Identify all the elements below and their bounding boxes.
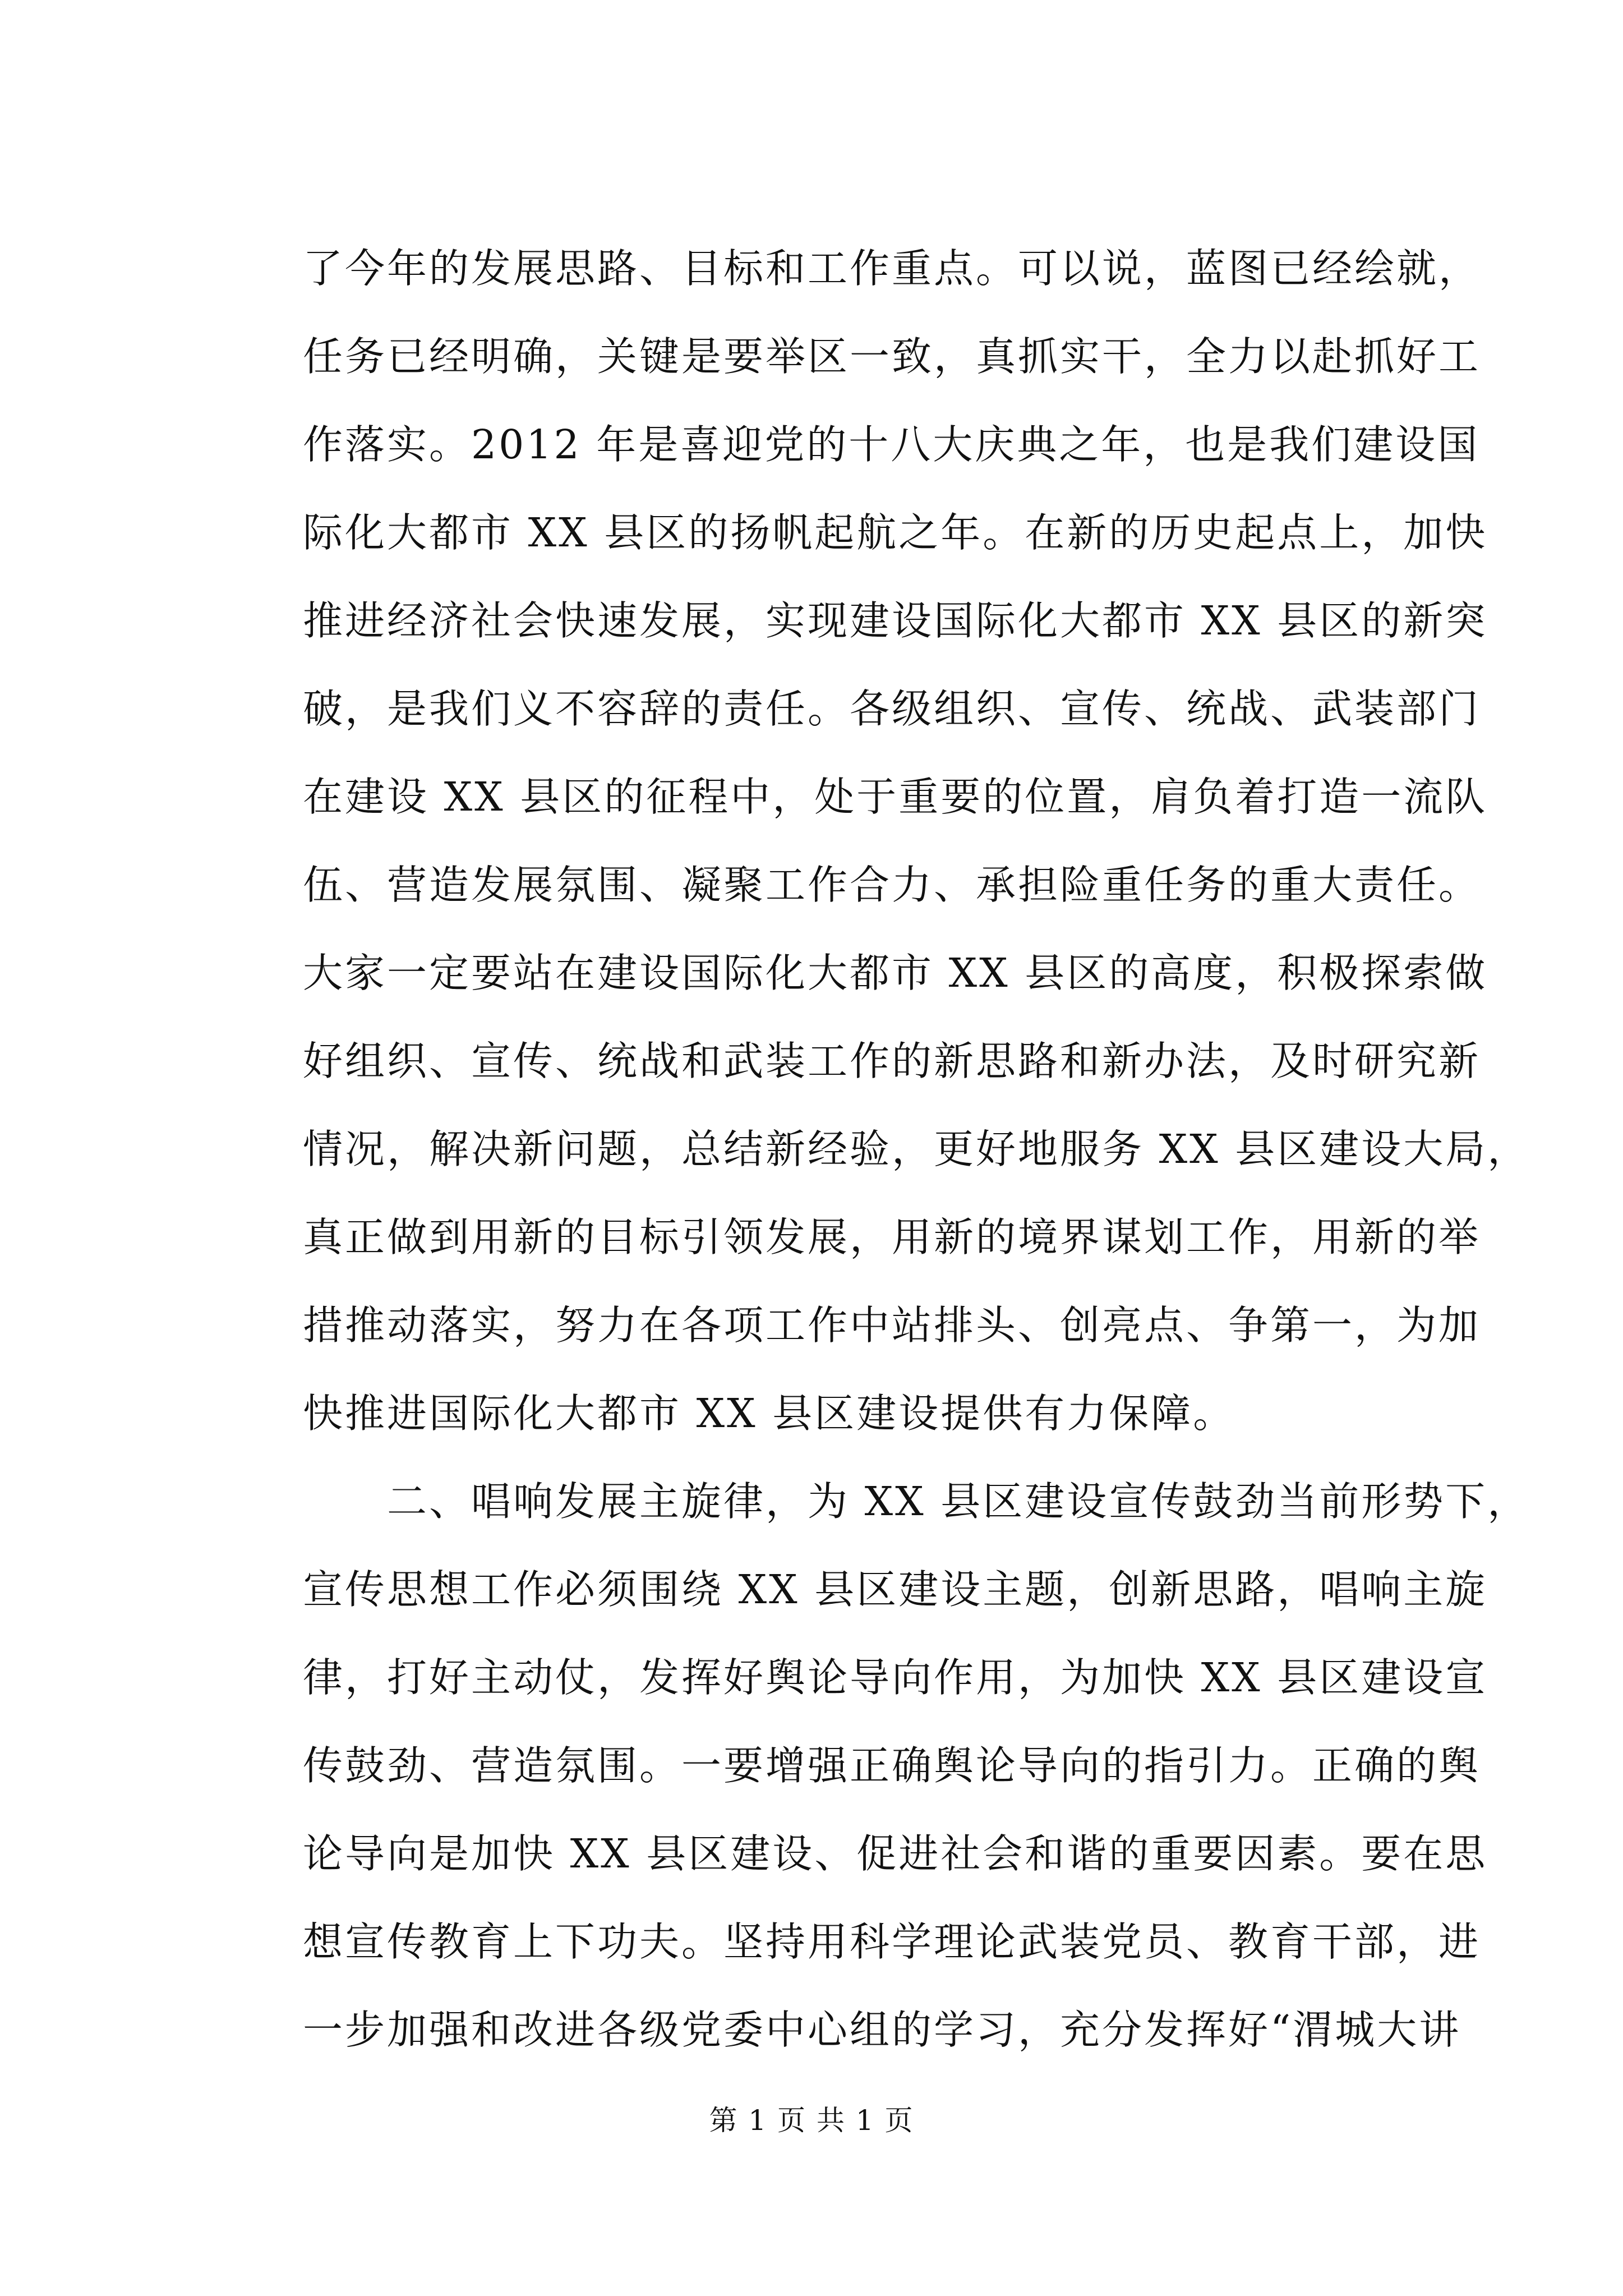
text-line: 律，打好主动仗，发挥好舆论导向作用，为加快 XX 县区建设宣 bbox=[303, 1654, 1488, 1701]
text-line: 真正做到用新的目标引领发展，用新的境界谋划工作，用新的举 bbox=[303, 1214, 1481, 1260]
text-line: 在建设 XX 县区的征程中，处于重要的位置，肩负着打造一流队 bbox=[303, 774, 1488, 820]
page-number-label: 第 1 页 共 1 页 bbox=[709, 2104, 914, 2137]
text-line: 一步加强和改进各级党委中心组的学习，充分发挥好“渭城大讲 bbox=[303, 2007, 1461, 2053]
text-line: 推进经济社会快速发展，实现建设国际化大都市 XX 县区的新突 bbox=[303, 597, 1488, 644]
text-line: 破，是我们义不容辞的责任。各级组织、宣传、统战、武装部门 bbox=[303, 685, 1481, 732]
text-line: 了今年的发展思路、目标和工作重点。可以说，蓝图已经绘就， bbox=[303, 245, 1481, 292]
text-line: 措推动落实，努力在各项工作中站排头、创亮点、争第一，为加 bbox=[303, 1302, 1481, 1349]
document-body bbox=[303, 224, 1530, 2074]
text-line: 想宣传教育上下功夫。坚持用科学理论武装党员、教育干部，进 bbox=[303, 1918, 1481, 1965]
text-line: 作落实。2012 年是喜迎党的十八大庆典之年，也是我们建设国 bbox=[303, 421, 1480, 468]
text-line: 际化大都市 XX 县区的扬帆起航之年。在新的历史起点上，加快 bbox=[303, 509, 1488, 556]
text-line: 伍、营造发展氛围、凝聚工作合力、承担险重任务的重大责任。 bbox=[303, 862, 1481, 908]
text-line: 快推进国际化大都市 XX 县区建设提供有力保障。 bbox=[303, 1390, 1235, 1437]
text-line: 大家一定要站在建设国际化大都市 XX 县区的高度，积极探索做 bbox=[303, 950, 1488, 996]
page-footer bbox=[0, 2101, 1623, 2140]
text-line: 论导向是加快 XX 县区建设、促进社会和谐的重要因素。要在思 bbox=[303, 1830, 1488, 1877]
text-line: 宣传思想工作必须围绕 XX 县区建设主题，创新思路，唱响主旋 bbox=[303, 1566, 1488, 1613]
text-line: 好组织、宣传、统战和武装工作的新思路和新办法，及时研究新 bbox=[303, 1038, 1481, 1084]
text-line: 传鼓劲、营造氛围。一要增强正确舆论导向的指引力。正确的舆 bbox=[303, 1742, 1481, 1789]
text-line: 任务已经明确，关键是要举区一致，真抓实干，全力以赴抓好工 bbox=[303, 333, 1481, 380]
section-heading-line: 二、唱响发展主旋律，为 XX 县区建设宣传鼓劲当前形势下， bbox=[387, 1478, 1530, 1525]
text-line: 情况，解决新问题，总结新经验，更好地服务 XX 县区建设大局， bbox=[303, 1126, 1530, 1172]
